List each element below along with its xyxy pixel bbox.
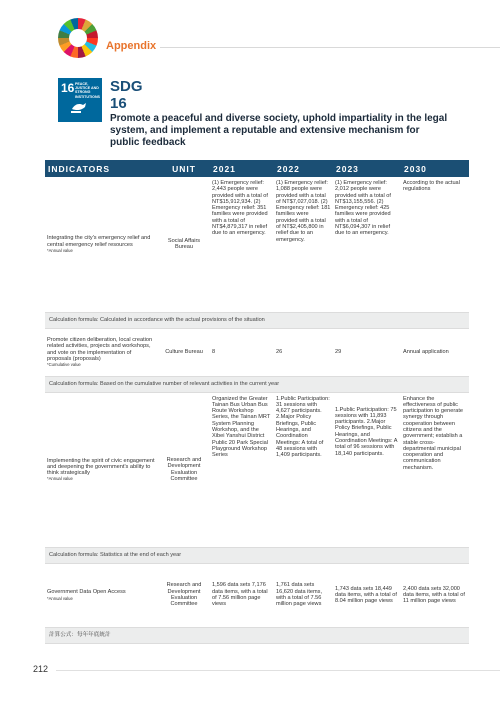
value-2023: 1.Public Participation: 75 sessions with 11,893 participants. 2.Major Policy Briefings, Public Hearings, and Coordination Meetings: A total of 96 sessions with 18,140 participants.	[333, 392, 401, 547]
section-label: Appendix	[106, 40, 157, 52]
formula-text: Calculation formula: Calculated in accordance with the actual provisions of the situation	[45, 312, 469, 328]
value-2030: Annual application	[401, 328, 469, 376]
dove-gavel-icon	[70, 100, 88, 114]
value-2021: 8	[210, 328, 274, 376]
footer-divider	[56, 670, 500, 671]
sdg-badge-text: PEACE, JUSTICE AND STRONG INSTITUTIONS	[75, 82, 100, 99]
value-2021: 1,596 data sets 7,176 data items, with a total of 7.56 million page views	[210, 563, 274, 627]
unit-cell: Research and Development Evaluation Committee	[158, 563, 210, 627]
col-header-2021: 2021	[210, 160, 274, 177]
col-header-unit: UNIT	[158, 160, 210, 177]
value-2021: (1) Emergency relief: 2,443 people were provided with a total of NT$15,912,934. (2) Emergency relief: 351 families were provided with a total of NT$4,879,317 in relief due to an emergency.	[210, 177, 274, 312]
value-2023: 29	[333, 328, 401, 376]
value-2030: Enhance the effectiveness of public participation to generate synergy through cooperation between citizens and the government; establish a stable cross-departmental municipal cooperation and communication mechanism.	[401, 392, 469, 547]
value-2023: 1,743 data sets 18,449 data items, with a total of 8.04 million page views	[333, 563, 401, 627]
formula-row	[45, 312, 469, 328]
indicator-cell	[45, 177, 158, 312]
col-header-2022: 2022	[274, 160, 333, 177]
sdg-title	[110, 78, 143, 112]
indicator-text: Promote citizen deliberation, local creation related activities, projects and workshops, and vote on the implementation of proposals (proposals)	[47, 336, 153, 362]
indicator-cell	[45, 563, 158, 627]
value-2021: Organized the Greater Tainan Bus Urban Bus Route Workshop Series, the Tainan MRT System Planning Workshop, and the Xibei Yanshui District Public 20 Park Special Playground Workshop Series	[210, 392, 274, 547]
unit-cell: Social Affairs Bureau	[158, 177, 210, 312]
table-row	[45, 328, 469, 376]
page-number: 212	[33, 664, 49, 674]
col-header-2030: 2030	[401, 160, 469, 177]
table-row	[45, 563, 469, 627]
formula-text: Calculation formula: Statistics at the end of each year	[45, 547, 469, 563]
indicator-note: *Cumulative value	[47, 362, 81, 368]
indicator-cell	[45, 328, 158, 376]
indicator-note: *Annual value	[47, 595, 73, 601]
value-2022: 26	[274, 328, 333, 376]
value-2030: 2,400 data sets 32,000 data items, with a total of 11 million page views	[401, 563, 469, 627]
header-divider	[160, 47, 500, 48]
formula-text: 計算公式：每年年底統計	[45, 627, 469, 643]
sdg-wheel-logo	[58, 18, 98, 58]
indicator-cell	[45, 392, 158, 547]
unit-cell: Research and Development Evaluation Committee	[158, 392, 210, 547]
table-row	[45, 392, 469, 547]
col-header-2023: 2023	[333, 160, 401, 177]
col-header-indicators: INDICATORS	[45, 160, 158, 177]
value-2022: (1) Emergency relief: 1,088 people were provided with a total of NT$7,027,018. (2) Emergency relief: 181 families were provided with a total of NT$2,405,800 in relief due to an emergency.	[274, 177, 333, 312]
indicator-note: *Annual value	[47, 476, 73, 482]
formula-text: Calculation formula: Based on the cumulative number of relevant activities in the current year	[45, 376, 469, 392]
table-row	[45, 177, 469, 312]
sdg-title-line2: 16	[110, 95, 127, 112]
sdg-badge	[58, 78, 102, 122]
value-2022: 1.Public Participation: 31 sessions with 4,627 participants. 2.Major Policy Briefings, Public Hearings, and Coordination Meetings: A total of 48 sessions with 1,409 participants.	[274, 392, 333, 547]
indicators-table	[45, 160, 469, 644]
sdg-heading: Promote a peaceful and diverse society, uphold impartiality in the legal system, and implement a reputable and extensive mechanism for public feedback	[110, 113, 448, 148]
indicator-text: Integrating the city's emergency relief and central emergency relief resources	[47, 235, 151, 248]
value-2022: 1,761 data sets 16,620 data items, with a total of 7.56 million page views	[274, 563, 333, 627]
top-accent-bar	[0, 0, 500, 6]
formula-row	[45, 547, 469, 563]
formula-row	[45, 627, 469, 643]
formula-row	[45, 376, 469, 392]
table-header-row	[45, 160, 469, 177]
indicator-text: Government Data Open Access	[47, 589, 126, 596]
sdg-title-line1: SDG	[110, 78, 143, 95]
value-2023: (1) Emergency relief: 2,012 people were provided with a total of NT$13,155,556. (2) Emergency relief: 425 families were provided with a total of NT$6,094,307 in relief due to an emergency.	[333, 177, 401, 312]
value-2030: According to the actual regulations	[401, 177, 469, 312]
indicator-text: Implementing the spirit of civic engagement and deepening the government's ability to think strategically	[47, 457, 155, 477]
sdg-badge-number: 16	[61, 81, 75, 95]
unit-cell: Culture Bureau	[158, 328, 210, 376]
bottom-accent-bar	[0, 703, 500, 707]
indicator-note: *Annual value	[47, 248, 73, 254]
